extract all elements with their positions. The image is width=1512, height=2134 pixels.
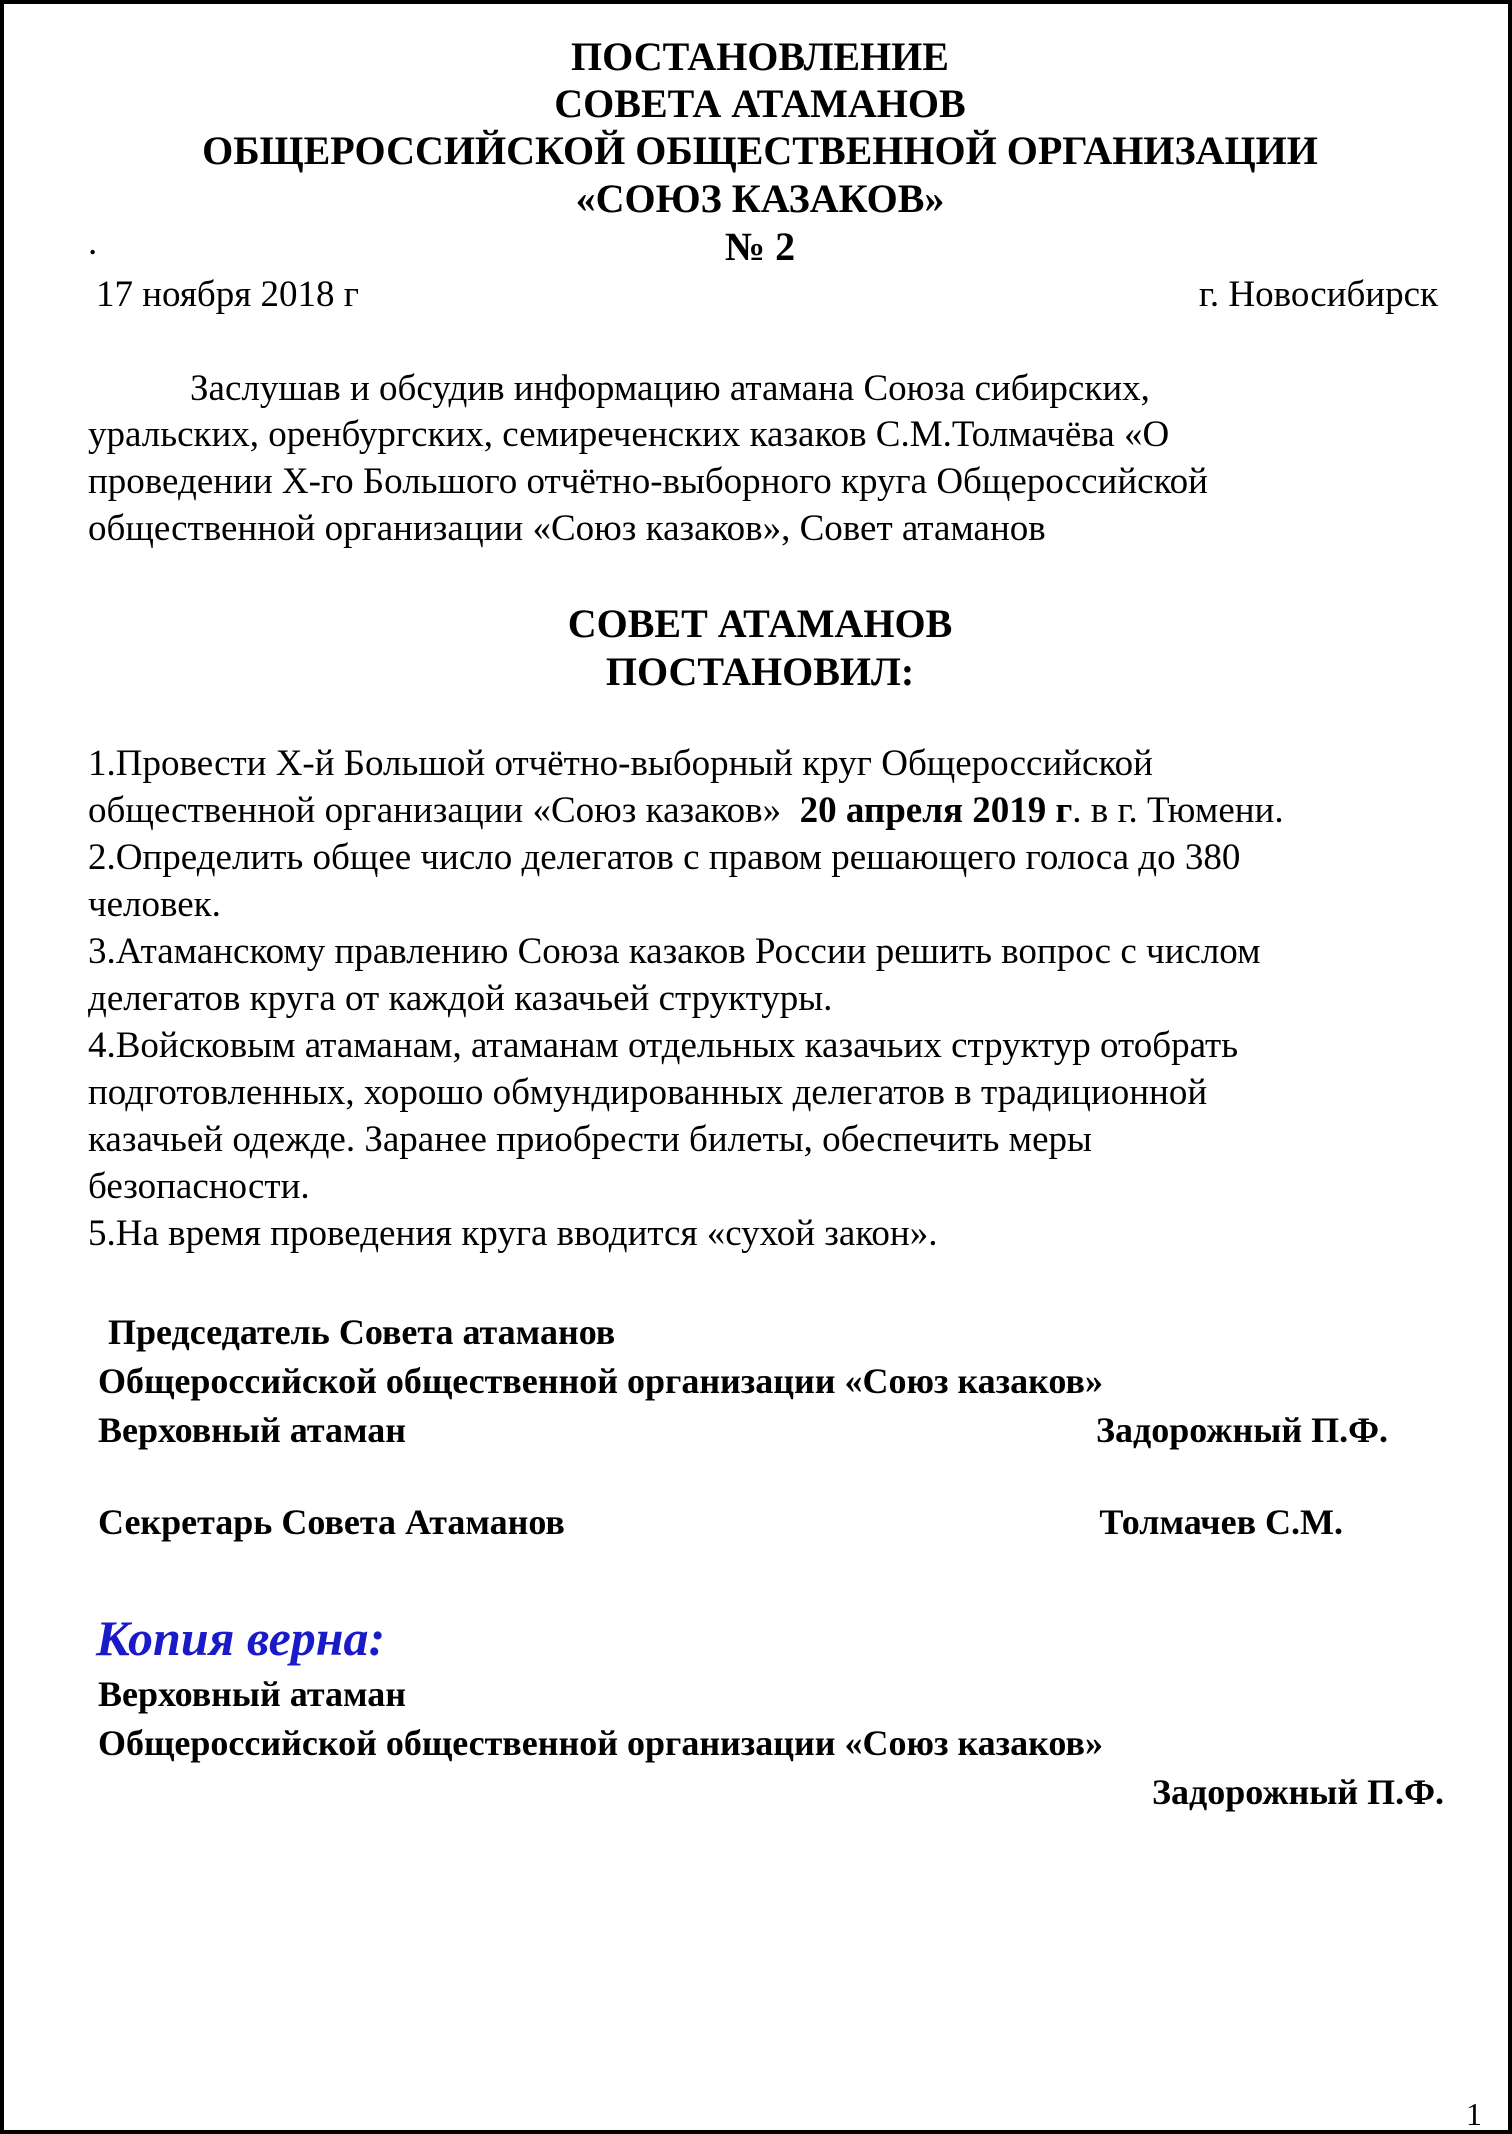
document-number: № 2 bbox=[724, 224, 796, 269]
item-3-line-2: делегатов круга от каждой казачьей структуры. bbox=[88, 978, 833, 1019]
item-3-line-1: 3.Атаманскому правлению Союза казаков России решить вопрос с числом bbox=[88, 931, 1261, 972]
preamble-line-3: проведении Х-го Большого отчётно-выборного круга Общероссийской bbox=[88, 461, 1208, 502]
copy-role: Верховный атаман bbox=[98, 1674, 406, 1714]
preamble-line-1: Заслушав и обсудив информацию атамана Союза сибирских, bbox=[190, 368, 1150, 409]
document-place: г. Новосибирск bbox=[1198, 274, 1438, 315]
item-5-line-1: 5.На время проведения круга вводится «сухой закон». bbox=[88, 1213, 938, 1254]
title-organization: ОБЩЕРОССИЙСКОЙ ОБЩЕСТВЕННОЙ ОРГАНИЗАЦИИ bbox=[202, 128, 1318, 173]
copy-organization: Общероссийской общественной организации «Союз казаков» bbox=[98, 1723, 1103, 1763]
item-4-line-1: 4.Войсковым атаманам, атаманам отдельных казачьих структур отобрать bbox=[88, 1025, 1239, 1066]
preamble-line-4: общественной организации «Союз казаков», Совет атаманов bbox=[88, 508, 1046, 549]
item-2-line-1: 2.Определить общее число делегатов с правом решающего голоса до 380 bbox=[88, 837, 1241, 878]
item-1-date: 20 апреля 2019 г bbox=[799, 790, 1073, 831]
copy-verified-label: Копия верна: bbox=[96, 1610, 386, 1666]
item-1-line-1: 1.Провести Х-й Большой отчётно-выборный круг Общероссийской bbox=[88, 743, 1153, 784]
item-4-line-2: подготовленных, хорошо обмундированных делегатов в традиционной bbox=[88, 1072, 1208, 1113]
chair-name: Задорожный П.Ф. bbox=[1096, 1410, 1388, 1450]
item-4-line-4: безопасности. bbox=[88, 1166, 310, 1207]
resolution-heading-1: СОВЕТ АТАМАНОВ bbox=[567, 601, 953, 646]
resolution-heading-2: ПОСТАНОВИЛ: bbox=[605, 649, 915, 694]
item-1-location: . в г. Тюмени. bbox=[1072, 790, 1284, 831]
page-number: 1 bbox=[1466, 2096, 1482, 2132]
item-1-line-2 bbox=[88, 788, 1284, 833]
chair-organization: Общероссийской общественной организации «Союз казаков» bbox=[98, 1361, 1103, 1401]
stray-dot: . bbox=[88, 222, 98, 263]
secretary-title: Секретарь Совета Атаманов bbox=[98, 1502, 565, 1542]
preamble-line-2: уральских, оренбургских, семиреченских казаков С.М.Толмачёва «О bbox=[88, 414, 1170, 455]
copy-name: Задорожный П.Ф. bbox=[1152, 1772, 1444, 1812]
title-union-name: «СОЮЗ КАЗАКОВ» bbox=[575, 176, 945, 221]
item-4-line-3: казачьей одежде. Заранее приобрести билеты, обеспечить меры bbox=[88, 1119, 1092, 1160]
item-1-text: общественной организации «Союз казаков» bbox=[88, 790, 800, 831]
title-postanovlenie: ПОСТАНОВЛЕНИЕ bbox=[571, 34, 949, 79]
secretary-name: Толмачев С.М. bbox=[1099, 1502, 1343, 1542]
title-soveta-atamanov: СОВЕТА АТАМАНОВ bbox=[554, 81, 966, 126]
item-2-line-2: человек. bbox=[88, 884, 221, 925]
chair-title: Председатель Совета атаманов bbox=[108, 1312, 616, 1352]
document-date: 17 ноября 2018 г bbox=[96, 274, 359, 315]
chair-role: Верховный атаман bbox=[98, 1410, 406, 1450]
